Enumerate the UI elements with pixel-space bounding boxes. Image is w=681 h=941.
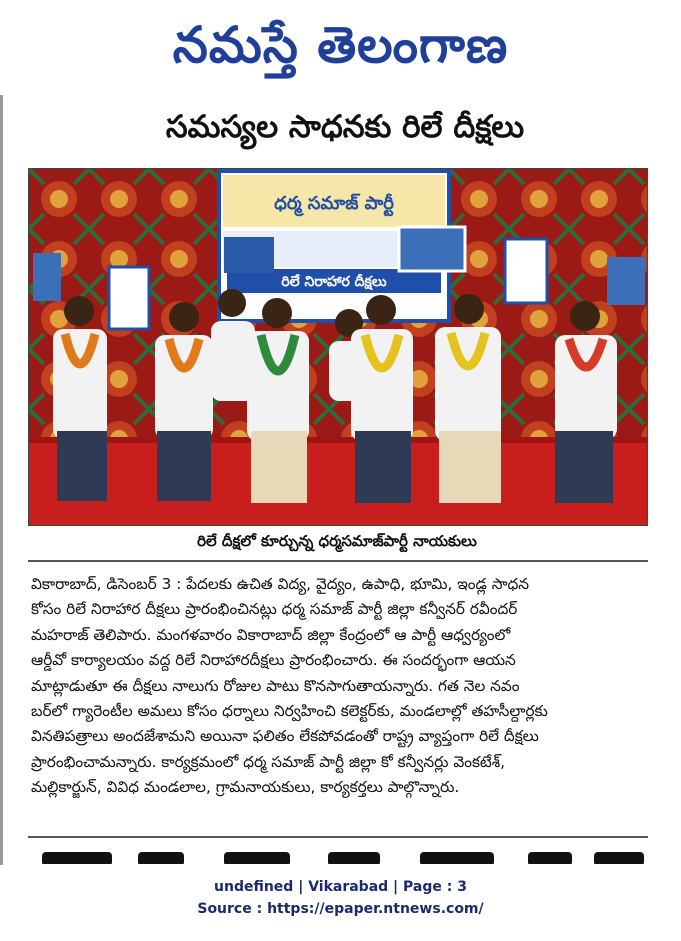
photo-caption: రిలే దీక్షలో కూర్చున్న ధర్మసమాజ్‌పార్టీ నాయకులు [197, 532, 477, 550]
article-line: మాట్లాడుతూ ఈ దీక్షలు నాలుగు రోజుల పాటు కొనసాగుతాయన్నారు. గత నెల నవం [31, 676, 520, 695]
article-line: మహరాజ్ తెలిపారు. మంగళవారం వికారాబాద్ జిల్లా కేంద్రంలో ఆ పార్టీ ఆధ్వర్యంలో [31, 625, 511, 644]
masthead [0, 8, 681, 82]
article-line: బర్‌లో గ్యారెంటీల అమలు కోసం ధర్నాలు నిర్వహించి కలెక్టర్‌కు, మండలాల్లో తహసీల్దార్లకు [31, 702, 548, 721]
article-headline: సమస్యల సాధనకు రిలే దీక్షలు [165, 109, 525, 145]
banner-line-2: రిలే నిరాహార దీక్షలు [281, 274, 387, 290]
article-line: ఆర్డీవో కార్యాలయం వద్ద రిలే నిరాహారదీక్షలు ప్రారంభించారు. ఈ సందర్భంగా ఆయన [31, 651, 516, 670]
news-photo [28, 168, 648, 526]
footer-edition-info: undefined | Vikarabad | Page : 3 [214, 879, 467, 895]
article-line: వికారాబాద్, డిసెంబర్ 3 : పేదలకు ఉచిత విద్య, వైద్యం, ఉపాధి, భూమి, ఇండ్ల సాధన [31, 575, 530, 593]
footer-source-link[interactable]: Source : https://epaper.ntnews.com/ [197, 901, 484, 917]
article-line: వినతిపత్రాలు అందజేశామని అయినా ఫలితం లేకపోవడంతో రాష్ట్ర వ్యాప్తంగా రిలే దీక్షలు [31, 727, 539, 746]
page-footer [0, 876, 681, 920]
article-body [31, 572, 643, 801]
divider-rule [28, 560, 648, 562]
article-line: మల్లికార్జున్, వివిధ మండలాల, గ్రామనాయకులు, కార్యకర్తలు పాల్గొన్నారు. [31, 778, 460, 797]
article-line: కోసం రిలే నిరాహార దీక్షలు ప్రారంభించినట్లు ధర్మ సమాజ్ పార్టీ జిల్లా కన్వీనర్ రవీందర్ [31, 600, 518, 619]
divider-rule [28, 836, 648, 838]
newspaper-title: నమస్తే తెలంగాణ [172, 16, 509, 74]
article-line: ప్రారంభించామన్నారు. కార్యక్రమంలో ధర్మ సమాజ్ పార్టీ జిల్లా కో కన్వీనర్లు వెంకటేశ్, [31, 752, 506, 771]
photo-illustration [29, 169, 647, 525]
clipped-next-headline [28, 846, 648, 864]
left-divider [0, 95, 3, 865]
banner-line-1: ధర్మ సమాజ్ పార్టీ [274, 193, 394, 214]
